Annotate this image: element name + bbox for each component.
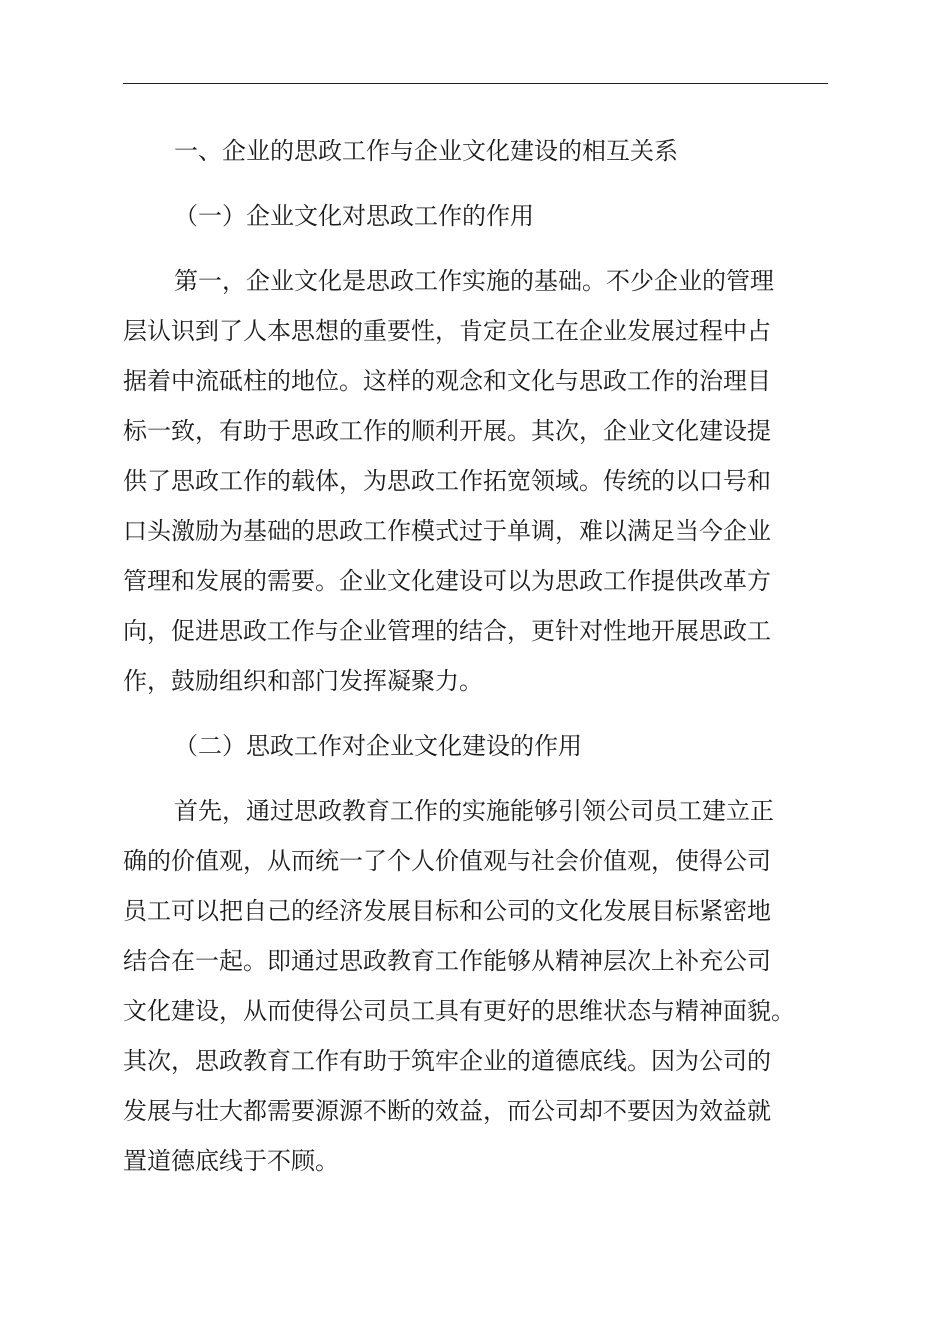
paragraph-line: 员工可以把自己的经济发展目标和公司的文化发展目标紧密地 [123, 897, 771, 925]
paragraph-line: 供了思政工作的载体，为思政工作拓宽领域。传统的以口号和 [123, 467, 771, 495]
paragraph-line: 第一，企业文化是思政工作实施的基础。不少企业的管理 [174, 267, 774, 295]
paragraph-line: 确的价值观，从而统一了个人价值观与社会价值观，使得公司 [123, 847, 771, 875]
paragraph-line: 向，促进思政工作与企业管理的结合，更针对性地开展思政工 [123, 617, 771, 645]
paragraph-line: 文化建设，从而使得公司员工具有更好的思维状态与精神面貌。 [123, 997, 795, 1025]
subsection-heading-1: （一）企业文化对思政工作的作用 [174, 202, 534, 230]
document-body [123, 126, 828, 1201]
paragraph-line: 管理和发展的需要。企业文化建设可以为思政工作提供改革方 [123, 567, 771, 595]
section-heading: 一、企业的思政工作与企业文化建设的相互关系 [174, 137, 678, 165]
paragraph-line: 发展与壮大都需要源源不断的效益，而公司却不要因为效益就 [123, 1097, 771, 1125]
paragraph-line: 首先，通过思政教育工作的实施能够引领公司员工建立正 [174, 797, 774, 825]
paragraph-line: 层认识到了人本思想的重要性，肯定员工在企业发展过程中占 [123, 317, 771, 345]
paragraph-line: 口头激励为基础的思政工作模式过于单调，难以满足当今企业 [123, 517, 771, 545]
header-rule [123, 83, 828, 84]
paragraph-line: 置道德底线于不顾。 [123, 1147, 339, 1175]
subsection-heading-2: （二）思政工作对企业文化建设的作用 [174, 732, 582, 760]
paragraph-2 [123, 786, 828, 1186]
paragraph-line: 其次，思政教育工作有助于筑牢企业的道德底线。因为公司的 [123, 1047, 771, 1075]
paragraph-line: 标一致，有助于思政工作的顺利开展。其次，企业文化建设提 [123, 417, 771, 445]
paragraph-line: 作，鼓励组织和部门发挥凝聚力。 [123, 667, 483, 695]
paragraph-line: 据着中流砥柱的地位。这样的观念和文化与思政工作的治理目 [123, 367, 771, 395]
paragraph-line: 结合在一起。即通过思政教育工作能够从精神层次上补充公司 [123, 947, 771, 975]
paragraph-1 [123, 256, 828, 706]
